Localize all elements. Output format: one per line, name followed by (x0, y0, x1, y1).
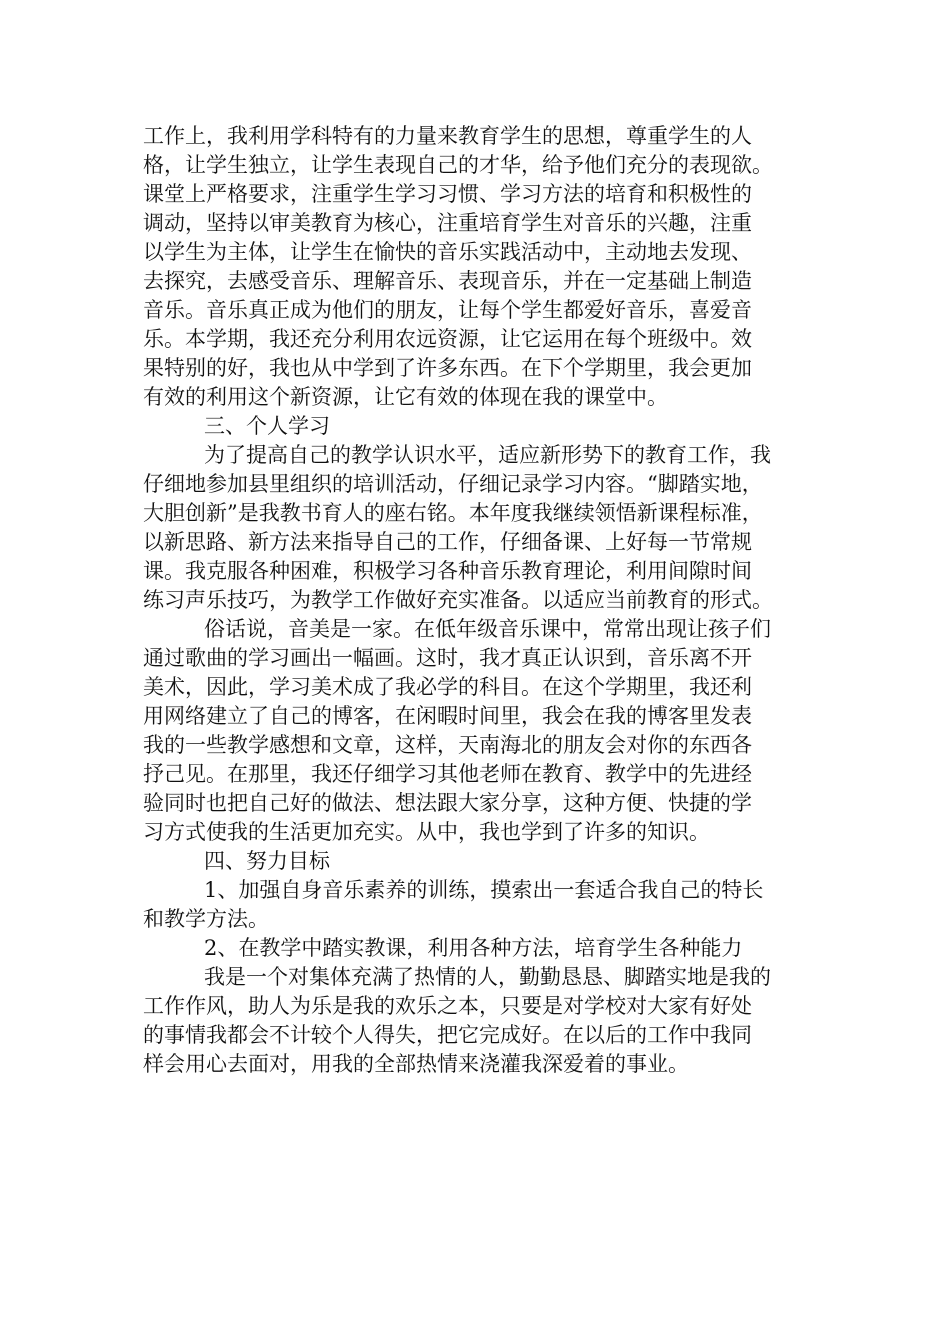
text-line: 工作作风，助人为乐是我的欢乐之本，只要是对学校对大家有好处 (143, 994, 752, 1018)
section-heading: 三、个人学习 (204, 414, 330, 438)
text-line: 课堂上严格要求，注重学生学习习惯、学习方法的培育和积极性的 (143, 182, 752, 206)
text-line: 以学生为主体，让学生在愉快的音乐实践活动中，主动地去发现、 (143, 240, 752, 264)
document-body (143, 122, 813, 1079)
text-line: 样会用心去面对，用我的全部热情来浇灌我深爱着的事业。 (143, 1052, 689, 1076)
section-heading: 四、努力目标 (204, 849, 330, 873)
text-line: 俗话说，音美是一家。在低年级音乐课中，常常出现让孩子们 (204, 617, 771, 641)
text-line: 仔细地参加县里组织的培训活动，仔细记录学习内容。“脚踏实地， (143, 472, 763, 496)
text-line: 习方式使我的生活更加充实。从中，我也学到了许多的知识。 (143, 820, 710, 844)
text-line: 和教学方法。 (143, 907, 269, 931)
text-line: 验同时也把自己好的做法、想法跟大家分享，这种方便、快捷的学 (143, 791, 752, 815)
text-line: 美术，因此，学习美术成了我必学的科目。在这个学期里，我还利 (143, 675, 752, 699)
text-line: 音乐。音乐真正成为他们的朋友，让每个学生都爱好音乐，喜爱音 (143, 298, 752, 322)
text-line: 用网络建立了自己的博客，在闲暇时间里，我会在我的博客里发表 (143, 704, 752, 728)
text-line: 练习声乐技巧，为教学工作做好充实准备。以适应当前教育的形式。 (143, 588, 773, 612)
text-line: 大胆创新”是我教书育人的座右铭。本年度我继续领悟新课程标准， (143, 501, 763, 525)
text-line: 工作上，我利用学科特有的力量来教育学生的思想，尊重学生的人 (143, 124, 752, 148)
text-line: 调动，坚持以审美教育为核心，注重培育学生对音乐的兴趣，注重 (143, 211, 752, 235)
text-line: 2、在教学中踏实教课，利用各种方法，培育学生各种能力 (204, 936, 743, 960)
text-line: 有效的利用这个新资源，让它有效的体现在我的课堂中。 (143, 385, 668, 409)
text-line: 格，让学生独立，让学生表现自己的才华，给予他们充分的表现欲。 (143, 153, 773, 177)
text-line: 乐。本学期，我还充分利用农远资源，让它运用在每个班级中。效 (143, 327, 752, 351)
text-line: 1、加强自身音乐素养的训练，摸索出一套适合我自己的特长 (204, 878, 764, 902)
text-line: 抒己见。在那里，我还仔细学习其他老师在教育、教学中的先进经 (143, 762, 752, 786)
text-line: 的事情我都会不计较个人得失，把它完成好。在以后的工作中我同 (143, 1023, 752, 1047)
text-line: 为了提高自己的教学认识水平，适应新形势下的教育工作，我 (204, 443, 771, 467)
text-line: 以新思路、新方法来指导自己的工作，仔细备课、上好每一节常规 (143, 530, 752, 554)
text-line: 课。我克服各种困难，积极学习各种音乐教育理论，利用间隙时间 (143, 559, 752, 583)
text-line: 我的一些教学感想和文章，这样，天南海北的朋友会对你的东西各 (143, 733, 752, 757)
text-line: 我是一个对集体充满了热情的人，勤勤恳恳、脚踏实地是我的 (204, 965, 771, 989)
text-line: 果特别的好，我也从中学到了许多东西。在下个学期里，我会更加 (143, 356, 752, 380)
text-line: 通过歌曲的学习画出一幅画。这时，我才真正认识到，音乐离不开 (143, 646, 752, 670)
text-line: 去探究，去感受音乐、理解音乐、表现音乐，并在一定基础上制造 (143, 269, 752, 293)
